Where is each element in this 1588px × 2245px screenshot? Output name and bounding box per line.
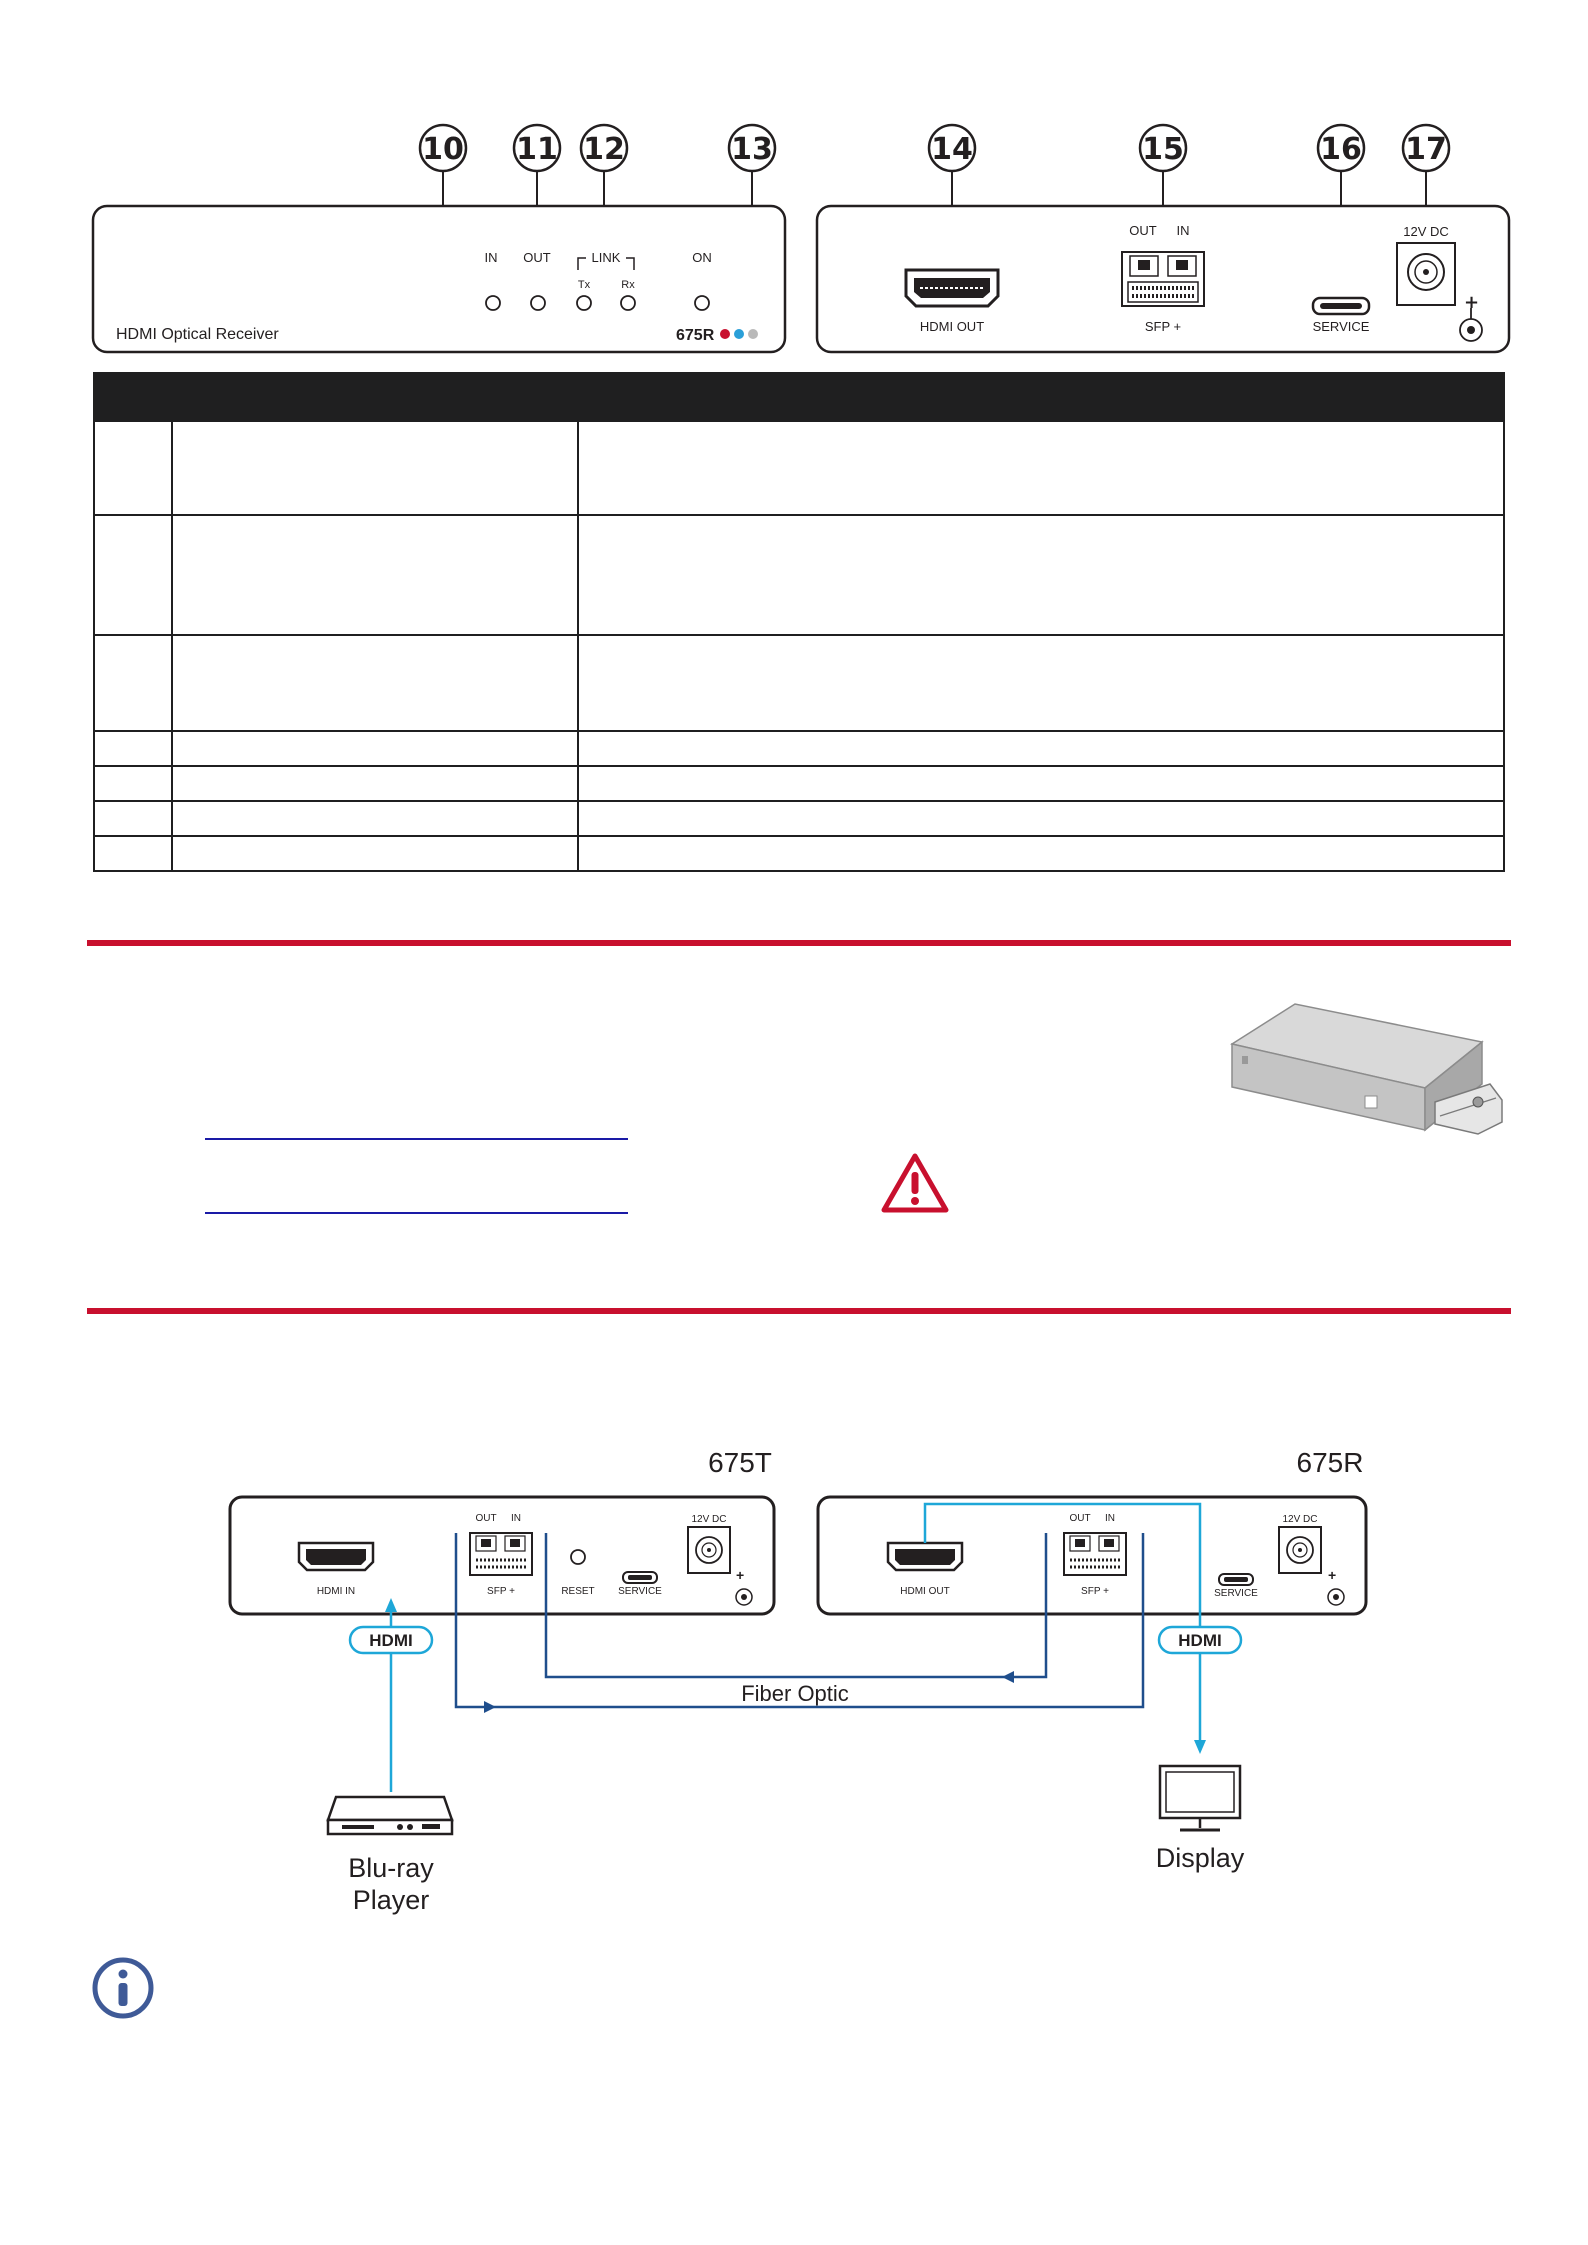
tx-hdmi-in-label: HDMI IN (316, 1586, 356, 1597)
warning-icon (880, 1150, 950, 1216)
led-out-label: OUT (523, 250, 551, 265)
hdmi-out-port-icon (906, 270, 998, 306)
led-tx-label: Tx (577, 279, 591, 291)
hyperlink-2[interactable] (205, 1212, 628, 1214)
mounted-device-image (1220, 992, 1530, 1157)
led-tx (577, 296, 591, 310)
brand-dot-blue (734, 329, 744, 339)
brand-dot-red (720, 329, 730, 339)
hyperlink-1[interactable] (205, 1138, 628, 1140)
tx-service-label: SERVICE (618, 1586, 662, 1597)
product-name: HDMI Optical Receiver (116, 326, 279, 343)
tx-sfp-label: SFP + (487, 1586, 515, 1597)
sfp-out-label: OUT (1129, 223, 1157, 238)
tx-hdmi-in-port-icon (299, 1543, 373, 1570)
rx-out-label: OUT (1069, 1513, 1091, 1524)
tx-power-label: 12V DC (691, 1514, 727, 1525)
svg-text:11: 11 (516, 132, 558, 167)
hdmi-badge-left-label: HDMI (369, 1631, 413, 1650)
svg-text:17: 17 (1405, 132, 1447, 167)
features-table (93, 372, 1505, 872)
brand-dot-gray (748, 329, 758, 339)
fiber-arrow-lower (484, 1701, 496, 1713)
display-icon (1160, 1766, 1240, 1830)
rx-in-label: IN (1105, 1513, 1115, 1524)
blu-ray-player-icon (328, 1797, 452, 1834)
table-row (94, 731, 1504, 766)
tx-reset-label: RESET (561, 1586, 595, 1597)
model-label: 675R (676, 327, 715, 344)
hdmi-badge-right-label: HDMI (1178, 1631, 1222, 1650)
rx-hdmi-out-label: HDMI OUT (900, 1586, 950, 1597)
tx-service-port-icon (623, 1572, 657, 1583)
usb-service-port-icon (1313, 298, 1369, 314)
callout-15 (1140, 125, 1186, 218)
fiber-arrow-upper (1002, 1671, 1014, 1683)
svg-text:12: 12 (583, 132, 625, 167)
table-row (94, 515, 1504, 635)
svg-text:10: 10 (422, 132, 464, 167)
svg-text:15: 15 (1142, 132, 1184, 167)
section-divider-bottom (87, 1308, 1511, 1314)
polarity-plus: + (1464, 292, 1480, 313)
rx-power-jack-icon (1279, 1527, 1321, 1573)
tx-model-label: 675T (708, 1447, 772, 1478)
header-cell-function (578, 373, 1504, 421)
led-on (695, 296, 709, 310)
connection-diagram (0, 1440, 1588, 1920)
header-cell-number (94, 373, 172, 421)
tx-polarity-icon (736, 1589, 752, 1605)
led-rx-label: Rx (621, 279, 635, 291)
rx-polarity-icon (1328, 1589, 1344, 1605)
table-row (94, 421, 1504, 515)
led-in-label: IN (484, 250, 498, 265)
source-label-line1: Blu-ray (348, 1853, 434, 1883)
tx-in-label: IN (511, 1513, 521, 1524)
table-header-row (94, 373, 1504, 421)
rx-hdmi-out-port-icon (888, 1543, 962, 1570)
source-label-line2: Player (352, 1885, 430, 1915)
led-on-label: ON (692, 250, 712, 265)
rx-sfp-label: SFP + (1081, 1586, 1109, 1597)
hdmi-out-label: HDMI OUT (919, 319, 985, 334)
dc-power-jack-icon (1397, 243, 1455, 305)
section-divider-top (87, 940, 1511, 946)
tx-power-jack-icon (688, 1527, 730, 1573)
rx-power-label: 12V DC (1282, 1514, 1318, 1525)
tx-reset-button[interactable] (571, 1550, 585, 1564)
led-in (486, 296, 500, 310)
rx-model-label: 675R (1296, 1447, 1364, 1478)
power-label: 12V DC (1403, 224, 1449, 239)
rx-sfp-port-icon (1064, 1533, 1126, 1575)
table-row (94, 766, 1504, 801)
info-icon (89, 1954, 157, 2022)
sfp-label: SFP + (1144, 319, 1182, 334)
table-row (94, 635, 1504, 731)
tx-out-label: OUT (475, 1513, 497, 1524)
tx-polarity-plus: + (736, 1567, 745, 1583)
hdmi-arrow-right (1194, 1740, 1206, 1754)
header-cell-feature (172, 373, 578, 421)
rx-service-port-icon (1219, 1574, 1253, 1585)
table-row (94, 801, 1504, 836)
sfp-in-label: IN (1176, 223, 1190, 238)
panels-illustration (0, 0, 1588, 370)
svg-text:16: 16 (1320, 132, 1362, 167)
led-out (531, 296, 545, 310)
led-link-label: LINK (591, 250, 621, 265)
rx-polarity-plus: + (1328, 1567, 1337, 1583)
table-row (94, 836, 1504, 871)
rx-service-label: SERVICE (1214, 1588, 1258, 1599)
led-rx (621, 296, 635, 310)
sfp-port-icon (1122, 252, 1204, 306)
svg-text:14: 14 (931, 132, 973, 167)
tx-sfp-port-icon (470, 1533, 532, 1575)
service-label: SERVICE (1312, 319, 1370, 334)
svg-text:13: 13 (731, 132, 773, 167)
display-label: Display (1155, 1843, 1245, 1873)
fiber-optic-label: Fiber Optic (741, 1681, 849, 1706)
